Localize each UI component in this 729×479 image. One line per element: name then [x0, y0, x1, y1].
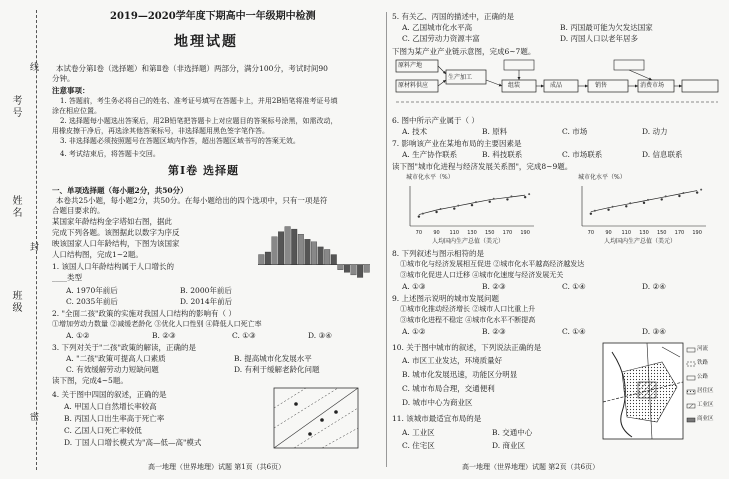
- data-point: [665, 195, 667, 197]
- data-point: [435, 211, 437, 213]
- q4-option-d: D. 丁国人口增长模式为"高—低—高"模式: [64, 438, 202, 447]
- birth-death-rate-diagram: [266, 384, 366, 456]
- q1-option-b: B. 2000年前后: [180, 286, 232, 295]
- q3-option-c: C. 有效缓解劳动力短缺问题: [66, 365, 159, 374]
- q7-option-d: D. 信息联系: [642, 150, 683, 159]
- bar-65-69: [344, 265, 350, 273]
- data-point: [457, 205, 459, 207]
- data-point: [678, 195, 680, 197]
- q4-option-a: A. 甲国人口自然增长率较高: [64, 402, 157, 411]
- q6-option-b: B. 原料: [482, 127, 508, 136]
- map-legend-residential: 居住区: [697, 388, 714, 394]
- q1-option-c: C. 2035年前后: [66, 297, 118, 306]
- x-tick-label: 90: [605, 230, 612, 236]
- flow-box-4: 组装: [508, 82, 521, 89]
- data-point: [493, 198, 495, 200]
- section-desc-2: 合题目要求的。: [52, 206, 105, 215]
- bar-10-14: [272, 237, 278, 265]
- q3-option-b: B. 提高城市化发展水平: [234, 354, 312, 363]
- q1-option-a: A. 1970年前后: [66, 286, 118, 295]
- q-intro-2: 完成下列各题。该图据此以数字为序反: [52, 228, 180, 237]
- data-point: [647, 199, 649, 201]
- note-4: 用橡皮擦干净后，再选涂其他答案标号，非选择题用黑色签字笔作答。: [52, 127, 269, 135]
- data-point: [418, 215, 420, 217]
- data-point: [590, 213, 592, 215]
- bar-15-19: [278, 232, 284, 265]
- map-legend-river: 河流: [697, 346, 709, 352]
- q2-option-d: D. ③④: [308, 331, 332, 340]
- q11-option-c: C. 住宅区: [402, 441, 435, 450]
- q7-stem: 7. 影响该产业在某地布局的主要因素是: [392, 139, 522, 148]
- data-point: [506, 198, 508, 200]
- x-tick-label: 70: [587, 230, 595, 236]
- q6-stem: 6. 图中所示产业属于（ ）: [392, 116, 479, 125]
- part1-title: 第Ⅰ卷 选择题: [168, 164, 239, 177]
- data-point: [682, 192, 684, 194]
- x-tick-label: 190: [520, 230, 530, 236]
- map-legend-road: 公路: [697, 374, 709, 380]
- x-tick-label: 190: [692, 230, 702, 236]
- chart1-title: 城市化水平（%）: [406, 174, 454, 181]
- label-name: 姓名: [10, 195, 21, 219]
- q-intro-3: 映该国家人口年龄结构，下图为该国家: [52, 239, 180, 248]
- q5-stem: 5. 有关乙、丙国的描述中，正确的是: [392, 12, 515, 21]
- x-tick-label: 170: [674, 230, 685, 236]
- q8-option-c: C. ①④: [562, 282, 586, 291]
- data-point: [524, 196, 526, 198]
- q9-option-c: C. ①④: [562, 327, 586, 336]
- q8-option-d: D. ②④: [642, 282, 666, 291]
- q8-stem: 8. 下列叙述与图示相符的是: [392, 249, 485, 258]
- note-1: 1. 答题前，考生务必将自己的姓名、准考证号填写在答题卡上，并用2B铅笔将准考证号填: [60, 97, 338, 105]
- page-footer-1: 高一地理（世界地理）试题 第1页（共6页）: [148, 463, 286, 471]
- q3-stem: 3. 下列对关于"二孩"政策的解读，正确的是: [52, 343, 196, 352]
- binding-margin: [0, 0, 48, 479]
- bar-30-34: [298, 234, 304, 265]
- q9-stem: 9. 上述图示说明的城市发展问题: [392, 294, 500, 303]
- q7-option-b: B. 科技联系: [482, 150, 523, 159]
- x-tick-label: 110: [621, 230, 632, 236]
- x-tick-label: 70: [415, 230, 423, 236]
- note-5: 3. 非选择题必须按照题号在答题区域内作答，超出答题区域书写的答案无效。: [60, 137, 300, 145]
- q-intro-1: 某国家年龄结构金字塔如右图，据此: [52, 217, 172, 226]
- bar-50-54: [324, 249, 330, 264]
- urbanization-chart-1: [400, 182, 540, 236]
- section-desc-1: 本卷共25小题，每小题2分，共50分。在每小题给出的四个选项中，只有一项是符: [56, 196, 328, 205]
- data-point: [594, 210, 596, 212]
- label-exam-number: 考号: [10, 95, 21, 119]
- series-line: [591, 191, 697, 212]
- mark-secret: 密: [30, 413, 40, 423]
- q8-option-a: A. ①③: [402, 282, 426, 291]
- q5-option-b: B. 丙国最可能为欠发达国家: [560, 23, 653, 32]
- x-tick-label: 150: [656, 230, 667, 236]
- q4-stem: 4. 关于图中四国的叙述，正确的是: [52, 390, 167, 399]
- q2-option-c: C. ①③: [232, 331, 256, 340]
- q11-option-a: A. 工业区: [402, 428, 435, 437]
- q7-option-c: C. 市场联系: [562, 150, 603, 159]
- data-point: [475, 201, 477, 203]
- flow-box-1: 原料产地: [398, 62, 423, 69]
- q-intro-4: 人口结构图，完成1~2题。: [52, 250, 143, 259]
- x-tick-label: 110: [449, 230, 460, 236]
- data-point: [696, 191, 698, 193]
- map-legend-commercial: 商业区: [697, 416, 714, 422]
- data-point: [510, 195, 512, 197]
- data-point: [700, 189, 702, 191]
- q5-option-a: A. 乙国城市化水平高: [402, 23, 473, 32]
- bar-45-49: [318, 247, 324, 265]
- intro-line-2: 分钟。: [52, 74, 75, 83]
- page-footer-2: 高一地理（世界地理）试题 第2页（共6页）: [462, 463, 600, 471]
- q6-intro: 下图为某产业产业链示意图，完成6~7题。: [392, 47, 536, 56]
- chart2-title: 城市化水平（%）: [578, 174, 626, 181]
- data-point: [629, 202, 631, 204]
- bar-75-79: [357, 265, 363, 278]
- q11-option-b: B. 交通中心: [492, 428, 533, 437]
- q9-option-d: D. ③④: [642, 327, 666, 336]
- flow-box-6: 销售: [595, 82, 608, 89]
- population-bar-chart: [252, 218, 376, 286]
- x-tick-label: 130: [467, 230, 477, 236]
- data-point: [453, 207, 455, 209]
- q9-option-b: B. ②③: [482, 327, 506, 336]
- q10-option-c: C. 城市布局合理，交通便利: [402, 384, 495, 393]
- data-point: [661, 198, 663, 200]
- q7-option-a: A. 生产协作联系: [402, 150, 458, 159]
- q10-option-a: A. 市区工业发达，环境质量好: [402, 356, 503, 365]
- bar-5-9: [265, 252, 271, 265]
- q-intro-5: 1. 该国人口年龄结构属于人口增长的: [52, 262, 175, 271]
- q8-items-2: ③城市化促进人口迁移 ④城市化速度与经济发展无关: [400, 271, 564, 279]
- map-legend-industrial: 工业区: [697, 402, 714, 408]
- data-point: [643, 202, 645, 204]
- data-point: [607, 209, 609, 211]
- q2-option-a: A. ①②: [66, 331, 90, 340]
- bar-25-29: [291, 229, 297, 265]
- bar-60-64: [338, 265, 344, 270]
- q10-option-d: D. 城市中心为商业区: [402, 398, 473, 407]
- q3-option-a: A. "二孩"政策可提高人口素质: [66, 354, 166, 363]
- q9-items-1: ①城市化推动经济增长 ②城市人口比重上升: [400, 305, 536, 313]
- q5-option-c: C. 乙国劳动力资源丰富: [402, 34, 480, 43]
- flow-box-5: 成品: [550, 82, 563, 89]
- bar-80+: [364, 265, 370, 273]
- bar-55-59: [331, 255, 337, 265]
- q6-option-d: D. 动力: [642, 127, 668, 136]
- q9-items-2: ③城市化进程不稳定 ④城市化水平不断提高: [400, 316, 536, 324]
- q9-option-a: A. ①②: [402, 327, 426, 336]
- mark-seal: 封: [30, 243, 40, 253]
- mark-line: 线: [30, 63, 40, 73]
- label-class: 班级: [10, 290, 21, 314]
- bar-35-39: [305, 239, 311, 264]
- q8-intro: 读下图"城市化进程与经济发展关系图"，完成8~9题。: [392, 162, 573, 171]
- note-2: 涂在相应位置。: [52, 107, 101, 115]
- q10-option-b: B. 城市化发展迅速，功能区分明显: [402, 370, 518, 379]
- chart2-xlabel: 人均国内生产总值（美元）: [604, 238, 677, 245]
- notice-title: 注意事项：: [52, 86, 90, 95]
- q4-option-b: B. 丙国人口出生率高于死亡率: [64, 414, 165, 423]
- column-divider: [386, 12, 387, 467]
- q3-intro: 读下图，完成4~5题。: [52, 376, 128, 385]
- q6-option-c: C. 市场: [562, 127, 588, 136]
- left-column: [52, 0, 384, 479]
- x-tick-label: 130: [639, 230, 649, 236]
- q6-option-a: A. 技术: [402, 127, 428, 136]
- exam-title: 2019—2020学年度下期高中一年级期中检测: [110, 11, 316, 22]
- q2-stem: 2. "全面二孩"政策的实施对我国人口结构的影响有（ ）: [52, 309, 236, 318]
- flow-box-2: 原材料供应: [398, 82, 429, 89]
- flow-box-3: 生产加工: [448, 74, 473, 81]
- map-legend-rail: 铁路: [697, 360, 709, 366]
- q-intro-6: ____类型: [52, 273, 82, 282]
- x-tick-label: 90: [433, 230, 440, 236]
- intro-line-1: 本试卷分第Ⅰ卷（选择题）和第Ⅱ卷（非选择题）两部分，满分100分，考试时间90: [56, 64, 328, 73]
- q3-option-d: D. 有利于缓解老龄化问题: [234, 365, 320, 374]
- data-point: [471, 204, 473, 206]
- data-point: [440, 208, 442, 210]
- x-tick-label: 150: [484, 230, 495, 236]
- x-tick-label: 170: [502, 230, 513, 236]
- urbanization-chart-2: [572, 182, 712, 236]
- q2-option-b: B. ②③: [152, 331, 176, 340]
- bar-0-4: [259, 255, 265, 265]
- q8-option-b: B. ②③: [482, 282, 506, 291]
- note-3: 2. 选择题每小题选出答案后，用2B铅笔把答题卡上对应题目的答案标号涂黑，如需改动，: [60, 117, 338, 125]
- bar-20-24: [285, 227, 291, 265]
- q2-items: ①增加劳动力数量 ②减缓老龄化 ③优化人口性别 ④降低人口死亡率: [52, 320, 262, 328]
- q10-stem: 10. 关于图中城市的叙述，下列说法正确的是: [392, 343, 542, 352]
- data-point: [625, 205, 627, 207]
- data-point: [612, 206, 614, 208]
- data-point: [422, 213, 424, 215]
- subject-title: 地理试题: [174, 34, 238, 50]
- q5-option-d: D. 丙国人口以老年居多: [560, 34, 639, 43]
- bar-70-74: [351, 265, 357, 275]
- flow-box-7: 消费市场: [640, 82, 665, 89]
- q8-items-1: ①城市化与经济发展相互促进 ②城市化水平越高经济越发达: [400, 260, 585, 268]
- section-title: 一、单项选择题（每小题2分，共50分）: [52, 186, 188, 195]
- data-point: [528, 193, 530, 195]
- q11-option-d: D. 商业区: [492, 441, 526, 450]
- q11-stem: 11. 该城市最适宜布局的是: [392, 414, 482, 423]
- right-column: [392, 0, 722, 479]
- data-point: [489, 201, 491, 203]
- chart1-xlabel: 人均国内生产总值（美元）: [432, 238, 505, 245]
- q1-option-d: D. 2014年前后: [180, 297, 233, 306]
- q4-option-c: C. 乙国人口死亡率较低: [64, 426, 142, 435]
- bar-40-44: [311, 242, 317, 265]
- note-6: 4. 考试结束后，将答题卡交回。: [60, 150, 160, 158]
